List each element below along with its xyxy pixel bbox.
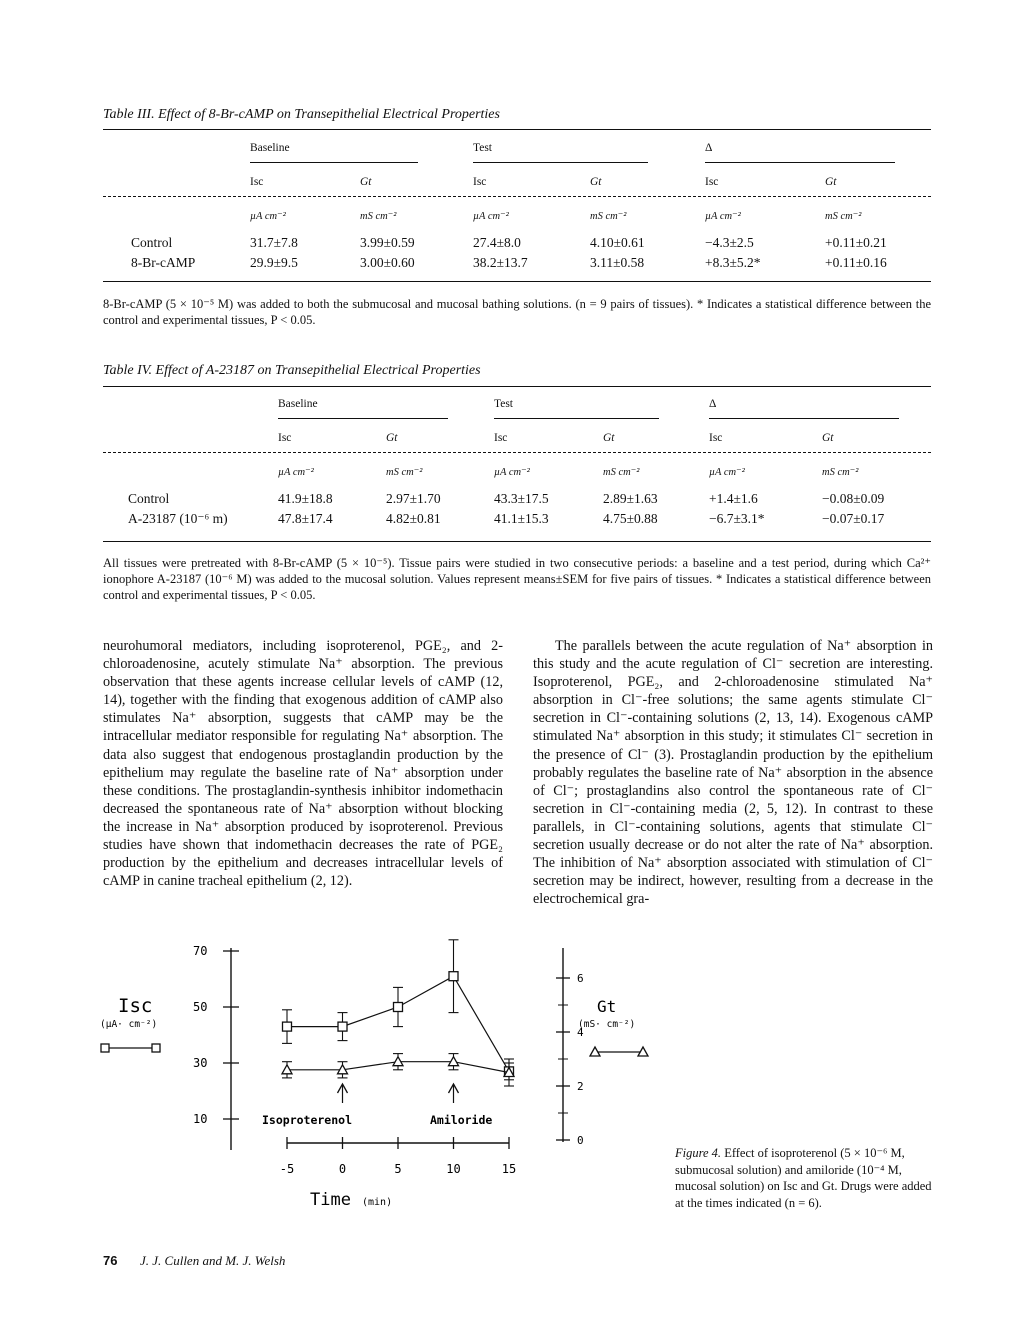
- table4-title: Table IV. Effect of A-23187 on Transepithelial Electrical Properties: [103, 363, 481, 378]
- table3-row-label: Control: [131, 235, 173, 250]
- x-axis-tick-label: 0: [338, 1162, 347, 1176]
- left-axis-tick-label: 30: [193, 1056, 208, 1070]
- x-axis-tick-label: 5: [394, 1162, 402, 1176]
- table3-cell: −4.3±2.5: [705, 235, 754, 250]
- table4-note: All tissues were pretreated with 8-Br-cAMP (5 × 10⁻⁵). Tissue pairs were studied in two consecutive periods: a baseline and a test period, during which Ca²⁺ ionophore A-23187 (10⁻⁶ M) was added to the mucosal solution. Values represent means±SEM for five pairs of tissues. * Indicates a statistical difference between control and experimental tissues, P < 0.05.: [103, 556, 931, 602]
- square-point: [338, 1022, 347, 1031]
- table3-title: Table III. Effect of 8-Br-cAMP on Transepithelial Electrical Properties: [103, 107, 500, 122]
- table4-cell: −0.07±0.17: [822, 511, 885, 526]
- body-right-paragraph: The parallels between the acute regulation of Na⁺ absorption in this study and the acute regulation of Cl⁻ secretion are interesting. Isoproterenol, PGE₂, and 2-chloroadenosine stimulated Na⁺ absorption in Cl⁻-free solutions; the same agents stimulate Cl⁻ secretion in Cl⁻-containing solutions (2, 13, 14). Exogenous cAMP stimulated Na⁺ absorption in this study; it stimulates Cl⁻ secretion in the presence of Cl⁻ (3). Prostaglandin production by the epithelium probably regulates the baseline rate of Na⁺ absorption in the absence of Cl⁻; prostaglandins also control the spontaneous rate of Cl⁻ secretion in Cl⁻-containing media (2, 5, 12). In contrast to these parallels, in Cl⁻-containing solutions, agents that stimulate Cl⁻ secretion usually decrease or do not alter the rate of Na⁺ absorption. The inhibition of Na⁺ absorption associated with stimulation of Cl⁻ secretion may be indirect, however, resulting from a decrease in the electrochemical gra-: [533, 638, 933, 908]
- amiloride-label: Amiloride: [430, 1113, 493, 1127]
- right-axis-tick-label: 4: [577, 1026, 584, 1039]
- table4-unit-3: µA cm⁻²: [494, 467, 530, 478]
- table4-sub-isc-1: Isc: [278, 432, 292, 444]
- right-axis-tick-label: 6: [577, 972, 584, 985]
- page-number: 76: [103, 1253, 118, 1268]
- table3-unit-3: µA cm⁻²: [473, 211, 509, 222]
- running-authors: J. J. Cullen and M. J. Welsh: [140, 1253, 286, 1268]
- table3-group-test: Test: [473, 142, 492, 154]
- table4-group-delta: Δ: [709, 398, 717, 410]
- table3-cell: +0.11±0.16: [825, 255, 887, 270]
- table3-cell: 3.11±0.58: [590, 255, 645, 270]
- table3-cell: 3.00±0.60: [360, 255, 415, 270]
- table3-sub-isc-3: Isc: [705, 176, 719, 188]
- table3-cell: 38.2±13.7: [473, 255, 528, 270]
- table4-sub-isc-2: Isc: [494, 432, 508, 444]
- table3-group-baseline: Baseline: [250, 142, 290, 154]
- table3-group-delta: Δ: [705, 142, 713, 154]
- table4-unit-6: mS cm⁻²: [822, 467, 859, 478]
- body-left-paragraph: neurohumoral mediators, including isoproterenol, PGE₂, and 2-chloroadenosine, acutely stimulate Na⁺ absorption. The previous observation that these agents increase cellular levels of cAMP (12, 14), together with the finding that exogenous addition of cAMP also stimulates Na⁺ absorption, suggests that cAMP may be the intracellular mediator responsible for regulating Na⁺ absorption. The data also suggest that endogenous prostaglandin production by the epithelium may regulate the baseline rate of Na⁺ absorption under these conditions. The prostaglandin-synthesis inhibitor indomethacin decreased the spontaneous rate of Na⁺ absorption without blocking the increase in Na⁺ absorption produced by isoproterenol. Previous studies have shown that indomethacin decreases the rate of PGE₂ production by the epithelium and decreases intracellular levels of cAMP in canine tracheal epithelium (2, 12).: [103, 638, 503, 890]
- right-axis-title: Gt: [597, 997, 617, 1016]
- table4-cell: 41.1±15.3: [494, 511, 549, 526]
- figure4-plot: [193, 940, 584, 1176]
- table4-cell: 2.89±1.63: [603, 491, 658, 506]
- table3-sub-gt-1: Gt: [360, 176, 372, 188]
- table3-sub-isc-1: Isc: [250, 176, 264, 188]
- x-axis-tick-label: -5: [279, 1162, 295, 1176]
- table4-cell: −0.08±0.09: [822, 491, 885, 506]
- figure4-caption: [675, 1145, 935, 1211]
- table4-cell: 2.97±1.70: [386, 491, 441, 506]
- table4-group-baseline: Baseline: [278, 398, 318, 410]
- table4-row-label: A-23187 (10⁻⁶ m): [128, 511, 228, 526]
- table4-group-test: Test: [494, 398, 513, 410]
- table3-row-label: 8-Br-cAMP: [131, 255, 196, 270]
- figure4-caption-label: Figure 4.: [675, 1146, 722, 1160]
- square-legend-symbol: [101, 1044, 160, 1052]
- table4-unit-1: µA cm⁻²: [278, 467, 314, 478]
- table3-unit-5: µA cm⁻²: [705, 211, 741, 222]
- table4-sub-gt-2: Gt: [603, 432, 615, 444]
- table3-unit-2: mS cm⁻²: [360, 211, 397, 222]
- table4-sub-isc-3: Isc: [709, 432, 723, 444]
- square-point: [394, 1003, 403, 1012]
- right-axis-tick-label: 2: [577, 1080, 584, 1093]
- table4-cell: 41.9±18.8: [278, 491, 333, 506]
- table3-cell: 29.9±9.5: [250, 255, 298, 270]
- table3-cell: +0.11±0.21: [825, 235, 887, 250]
- x-axis-tick-label: 15: [501, 1162, 517, 1176]
- table4-cell: 43.3±17.5: [494, 491, 549, 506]
- left-axis-tick-label: 10: [193, 1112, 208, 1126]
- table4-cell: +1.4±1.6: [709, 491, 758, 506]
- left-axis-units: (µA· cm⁻²): [100, 1019, 158, 1030]
- table3-cell: +8.3±5.2*: [705, 255, 761, 270]
- table4-sub-gt-3: Gt: [822, 432, 834, 444]
- right-axis-tick-label: 0: [577, 1134, 584, 1147]
- table3-unit-4: mS cm⁻²: [590, 211, 627, 222]
- figure4-caption-text: Effect of isoproterenol (5 × 10⁻⁶ M, submucosal solution) and amiloride (10⁻⁴ M, mucosal solution) on Isc and Gt. Drugs were added at the times indicated (n = 6).: [675, 1146, 932, 1210]
- x-axis-tick-label: 10: [446, 1162, 461, 1176]
- table3-unit-1: µA cm⁻²: [250, 211, 286, 222]
- table4-cell: 4.75±0.88: [603, 511, 658, 526]
- table4-unit-4: mS cm⁻²: [603, 467, 640, 478]
- right-axis-units: (mS· cm⁻²): [578, 1019, 636, 1030]
- table4-cell: 47.8±17.4: [278, 511, 333, 526]
- table3-sub-isc-2: Isc: [473, 176, 487, 188]
- square-point: [449, 972, 458, 981]
- table4-cell: 4.82±0.81: [386, 511, 441, 526]
- table4-unit-5: µA cm⁻²: [709, 467, 745, 478]
- table3-cell: 3.99±0.59: [360, 235, 415, 250]
- table3-unit-6: mS cm⁻²: [825, 211, 862, 222]
- left-axis-tick-label: 50: [193, 1000, 208, 1014]
- square-point: [283, 1022, 292, 1031]
- table3-cell: 31.7±7.8: [250, 235, 298, 250]
- left-axis-tick-label: 70: [193, 944, 208, 958]
- table3-sub-gt-3: Gt: [825, 176, 837, 188]
- table3-cell: 27.4±8.0: [473, 235, 521, 250]
- triangle-legend-symbol: [590, 1047, 648, 1056]
- left-axis-title: Isc: [118, 995, 153, 1017]
- table4-unit-2: mS cm⁻²: [386, 467, 423, 478]
- isoproterenol-label: Isoproterenol: [262, 1113, 353, 1127]
- table4-row-label: Control: [128, 491, 170, 506]
- table3-sub-gt-2: Gt: [590, 176, 602, 188]
- table3-cell: 4.10±0.61: [590, 235, 645, 250]
- table3-note: 8-Br-cAMP (5 × 10⁻⁵ M) was added to both the submucosal and mucosal bathing solutions. (n = 9 pairs of tissues). * Indicates a statistical difference between the control and experimental tissues, P < 0.05.: [103, 297, 931, 327]
- table4-cell: −6.7±3.1*: [709, 511, 765, 526]
- table4-sub-gt-1: Gt: [386, 432, 398, 444]
- x-axis-title: Time: [310, 1190, 351, 1210]
- x-axis-units: (min): [362, 1197, 393, 1208]
